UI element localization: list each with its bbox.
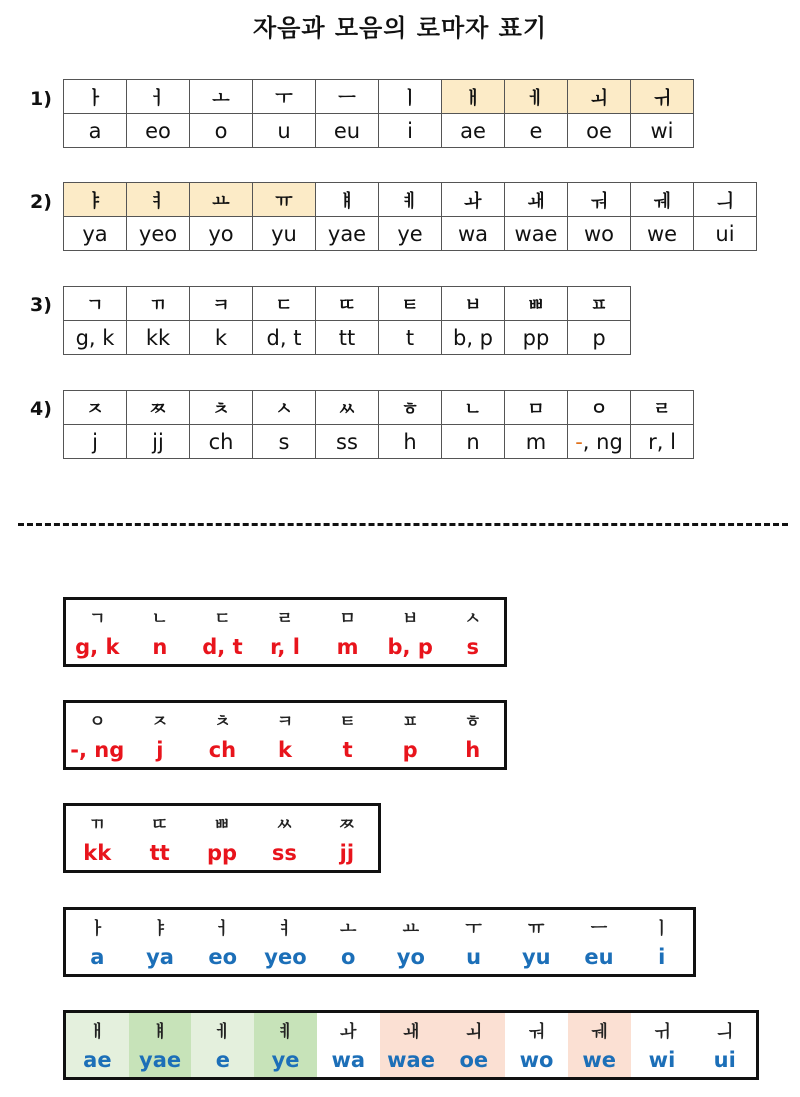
korean-cell: ㅕ [127,183,190,217]
box-roman: s [466,635,479,659]
box-column [316,703,379,767]
roman-cell ng-cell [568,425,631,459]
roman-cell: yo [190,217,253,251]
korean-cell: ㅓ [127,80,190,114]
consonant-table-3 [63,286,631,355]
box-korean: ㅌ [339,712,356,732]
consonant-table-4 [63,390,694,459]
box-column [316,806,378,870]
box-column [379,600,442,664]
box-roman: g, k [75,635,120,659]
korean-cell: ㅂ [442,287,505,321]
box-korean: ㅃ [213,815,231,835]
korean-cell: ㄷ [253,287,316,321]
box-column [254,703,317,767]
box-roman: k [278,738,292,762]
box-roman: d, t [202,635,243,659]
roman-cell: p [568,321,631,355]
box-roman: eo [208,945,238,969]
box-roman: p [402,738,418,762]
dashed-divider [18,523,788,526]
korean-cell: ㄸ [316,287,379,321]
box-column [191,910,254,974]
korean-cell: ㅣ [379,80,442,114]
roman-cell: tt [316,321,379,355]
box-column [317,910,380,974]
box-column [66,1013,129,1077]
box-column [505,1013,568,1077]
box-korean: ㄴ [151,609,169,629]
korean-cell: ㅆ [316,391,379,425]
box-roman: u [466,945,482,969]
roman-cell: wae [505,217,568,251]
box-korean: ㅘ [340,1022,357,1042]
box-roman: t [342,738,353,762]
roman-cell: yu [253,217,316,251]
box-roman: ae [83,1048,112,1072]
box-column [254,600,317,664]
korean-cell: ㅎ [379,391,442,425]
box-korean: ㄲ [88,815,106,835]
box-korean: ㄷ [214,609,231,629]
roman-cell: i [379,114,442,148]
box-korean: ㅇ [89,712,106,732]
korean-cell: ㅚ [568,80,631,114]
korean-cell: ㅇ [568,391,631,425]
roman-cell: oe [568,114,631,148]
box-roman: pp [206,841,238,865]
box-korean: ㄱ [89,609,106,629]
box-roman: wo [519,1048,554,1072]
box-roman: yae [139,1048,182,1072]
box-korean: ㅐ [89,1022,106,1042]
korean-cell: ㅜ [253,80,316,114]
box-column [693,1013,756,1077]
box-roman: ss [271,841,297,865]
box-column [128,806,190,870]
korean-cell: ㅖ [379,183,442,217]
box-korean: ㅡ [590,919,608,939]
box-column [442,910,505,974]
box-column [380,910,443,974]
box-korean: ㅉ [338,815,356,835]
box-column [568,1013,631,1077]
korean-cell: ㅘ [442,183,505,217]
roman-cell: k [190,321,253,355]
box-column [129,703,192,767]
roman-cell: jj [127,425,190,459]
box-roman: yu [521,945,551,969]
box-column [191,703,254,767]
box-roman: yo [396,945,425,969]
box-korean: ㅍ [401,712,419,732]
box-roman: kk [83,841,112,865]
korean-cell: ㅋ [190,287,253,321]
box-korean: ㅠ [528,919,545,939]
korean-cell: ㅉ [127,391,190,425]
box-korean: ㅔ [214,1022,232,1042]
box-korean: ㅝ [528,1022,545,1042]
box-column [191,1013,254,1077]
box-column [66,910,129,974]
box-korean: ㅜ [465,919,482,939]
box-korean: ㅏ [89,919,106,939]
roman-cell: r, l [631,425,694,459]
roman-cell: d, t [253,321,316,355]
korean-cell: ㅗ [190,80,253,114]
korean-cell: ㅍ [568,287,631,321]
korean-cell: ㅏ [64,80,127,114]
roman-cell: yae [316,217,379,251]
box-roman: j [156,738,164,762]
box-korean: ㅒ [151,1022,169,1042]
box-korean: ㅖ [277,1022,294,1042]
box-roman: eu [584,945,614,969]
box-korean: ㅚ [465,1022,482,1042]
roman-cell: u [253,114,316,148]
box-column [505,910,568,974]
roman-cell: wo [568,217,631,251]
korean-cell: ㅢ [694,183,757,217]
roman-cell: h [379,425,442,459]
box-korean: ㅛ [402,919,420,939]
box-roman: ui [713,1048,736,1072]
box-korean: ㅢ [716,1022,733,1042]
roman-cell: o [190,114,253,148]
roman-cell: g, k [64,321,127,355]
roman-cell: ya [64,217,127,251]
box-roman: wae [387,1048,435,1072]
roman-cell: a [64,114,127,148]
korean-cell: ㅑ [64,183,127,217]
korean-cell: ㅔ [505,80,568,114]
box-column [254,1013,317,1077]
korean-cell: ㅃ [505,287,568,321]
roman-cell: pp [505,321,568,355]
box-korean: ㅗ [339,919,357,939]
box-roman: wi [648,1048,676,1072]
roman-cell: wi [631,114,694,148]
box-korean: ㅣ [653,919,670,939]
roman-cell: kk [127,321,190,355]
box-column [254,910,317,974]
korean-cell: ㅒ [316,183,379,217]
korean-cell: ㅠ [253,183,316,217]
roman-cell: t [379,321,442,355]
box-column [380,1013,443,1077]
box-column [191,600,254,664]
box-korean: ㅊ [214,712,231,732]
box-korean: ㅋ [276,712,294,732]
box-roman: a [90,945,105,969]
roman-cell: eu [316,114,379,148]
box-korean: ㄸ [151,815,168,835]
box-column [129,910,192,974]
box-korean: ㅅ [464,609,481,629]
box-roman: n [152,635,168,659]
box-korean: ㅎ [464,712,481,732]
box-column [379,703,442,767]
box-korean: ㅓ [214,919,231,939]
roman-cell: ae [442,114,505,148]
vowel-box-basic [63,907,696,977]
box-column [191,806,253,870]
box-korean: ㄹ [276,609,294,629]
vowel-box-compound [63,1010,759,1080]
roman-cell: j [64,425,127,459]
box-korean: ㅕ [277,919,294,939]
box-column [316,600,379,664]
box-roman: o [340,945,356,969]
box-roman: wa [331,1048,366,1072]
korean-cell: ㅊ [190,391,253,425]
box-roman: ya [146,945,174,969]
dash-mark: - [575,429,583,454]
box-roman: yeo [264,945,307,969]
box-korean: ㅂ [401,609,419,629]
box-column [630,910,693,974]
page-title: 자음과 모음의 로마자 표기 [252,14,548,42]
box-roman: jj [339,841,355,865]
table-3-label: 3) [30,294,52,316]
box-roman: m [336,635,359,659]
consonant-box-basic-1 [63,597,507,667]
consonant-box-double [63,803,381,873]
box-korean: ㅙ [402,1022,420,1042]
korean-cell: ㅙ [505,183,568,217]
roman-cell: b, p [442,321,505,355]
box-roman: tt [149,841,170,865]
box-roman: h [465,738,481,762]
table-1-label: 1) [30,88,52,110]
box-roman: ye [271,1048,300,1072]
korean-cell: ㅐ [442,80,505,114]
ng-text: , ng [582,429,623,454]
box-roman: -, ng [70,738,125,762]
korean-cell: ㅛ [190,183,253,217]
box-column [441,600,504,664]
vowel-table-2 [63,182,757,251]
box-roman: we [582,1048,617,1072]
korean-cell: ㅝ [568,183,631,217]
roman-cell: eo [127,114,190,148]
roman-cell: ye [379,217,442,251]
box-korean: ㅈ [151,712,169,732]
korean-cell: ㅡ [316,80,379,114]
roman-cell: n [442,425,505,459]
box-roman: i [658,945,666,969]
box-korean: ㅑ [151,919,169,939]
korean-cell: ㄹ [631,391,694,425]
roman-cell: s [253,425,316,459]
box-column [129,600,192,664]
roman-cell: ch [190,425,253,459]
consonant-box-basic-2 [63,700,507,770]
korean-cell: ㅁ [505,391,568,425]
vowel-table-1 [63,79,694,148]
table-2-label: 2) [30,191,52,213]
box-column [442,1013,505,1077]
korean-cell: ㄲ [127,287,190,321]
korean-cell: ㅈ [64,391,127,425]
roman-cell: ss [316,425,379,459]
korean-cell: ㄱ [64,287,127,321]
box-korean: ㅞ [591,1022,608,1042]
roman-cell: m [505,425,568,459]
box-roman: e [215,1048,230,1072]
box-roman: b, p [387,635,433,659]
box-column [631,1013,694,1077]
korean-cell: ㄴ [442,391,505,425]
box-column [253,806,315,870]
box-roman: r, l [270,635,300,659]
box-column [66,600,129,664]
box-column [441,703,504,767]
box-roman: oe [459,1048,489,1072]
korean-cell: ㅞ [631,183,694,217]
roman-cell: wa [442,217,505,251]
box-korean: ㅁ [339,609,356,629]
box-korean: ㅆ [276,815,293,835]
box-column [568,910,631,974]
box-column [317,1013,380,1077]
korean-cell: ㅌ [379,287,442,321]
table-4-label: 4) [30,398,52,420]
korean-cell: ㅅ [253,391,316,425]
roman-cell: we [631,217,694,251]
box-column [66,806,128,870]
box-column [129,1013,192,1077]
box-roman: ch [208,738,237,762]
box-korean: ㅟ [653,1022,671,1042]
roman-cell: e [505,114,568,148]
roman-cell: yeo [127,217,190,251]
korean-cell: ㅟ [631,80,694,114]
box-column [66,703,129,767]
roman-cell: ui [694,217,757,251]
